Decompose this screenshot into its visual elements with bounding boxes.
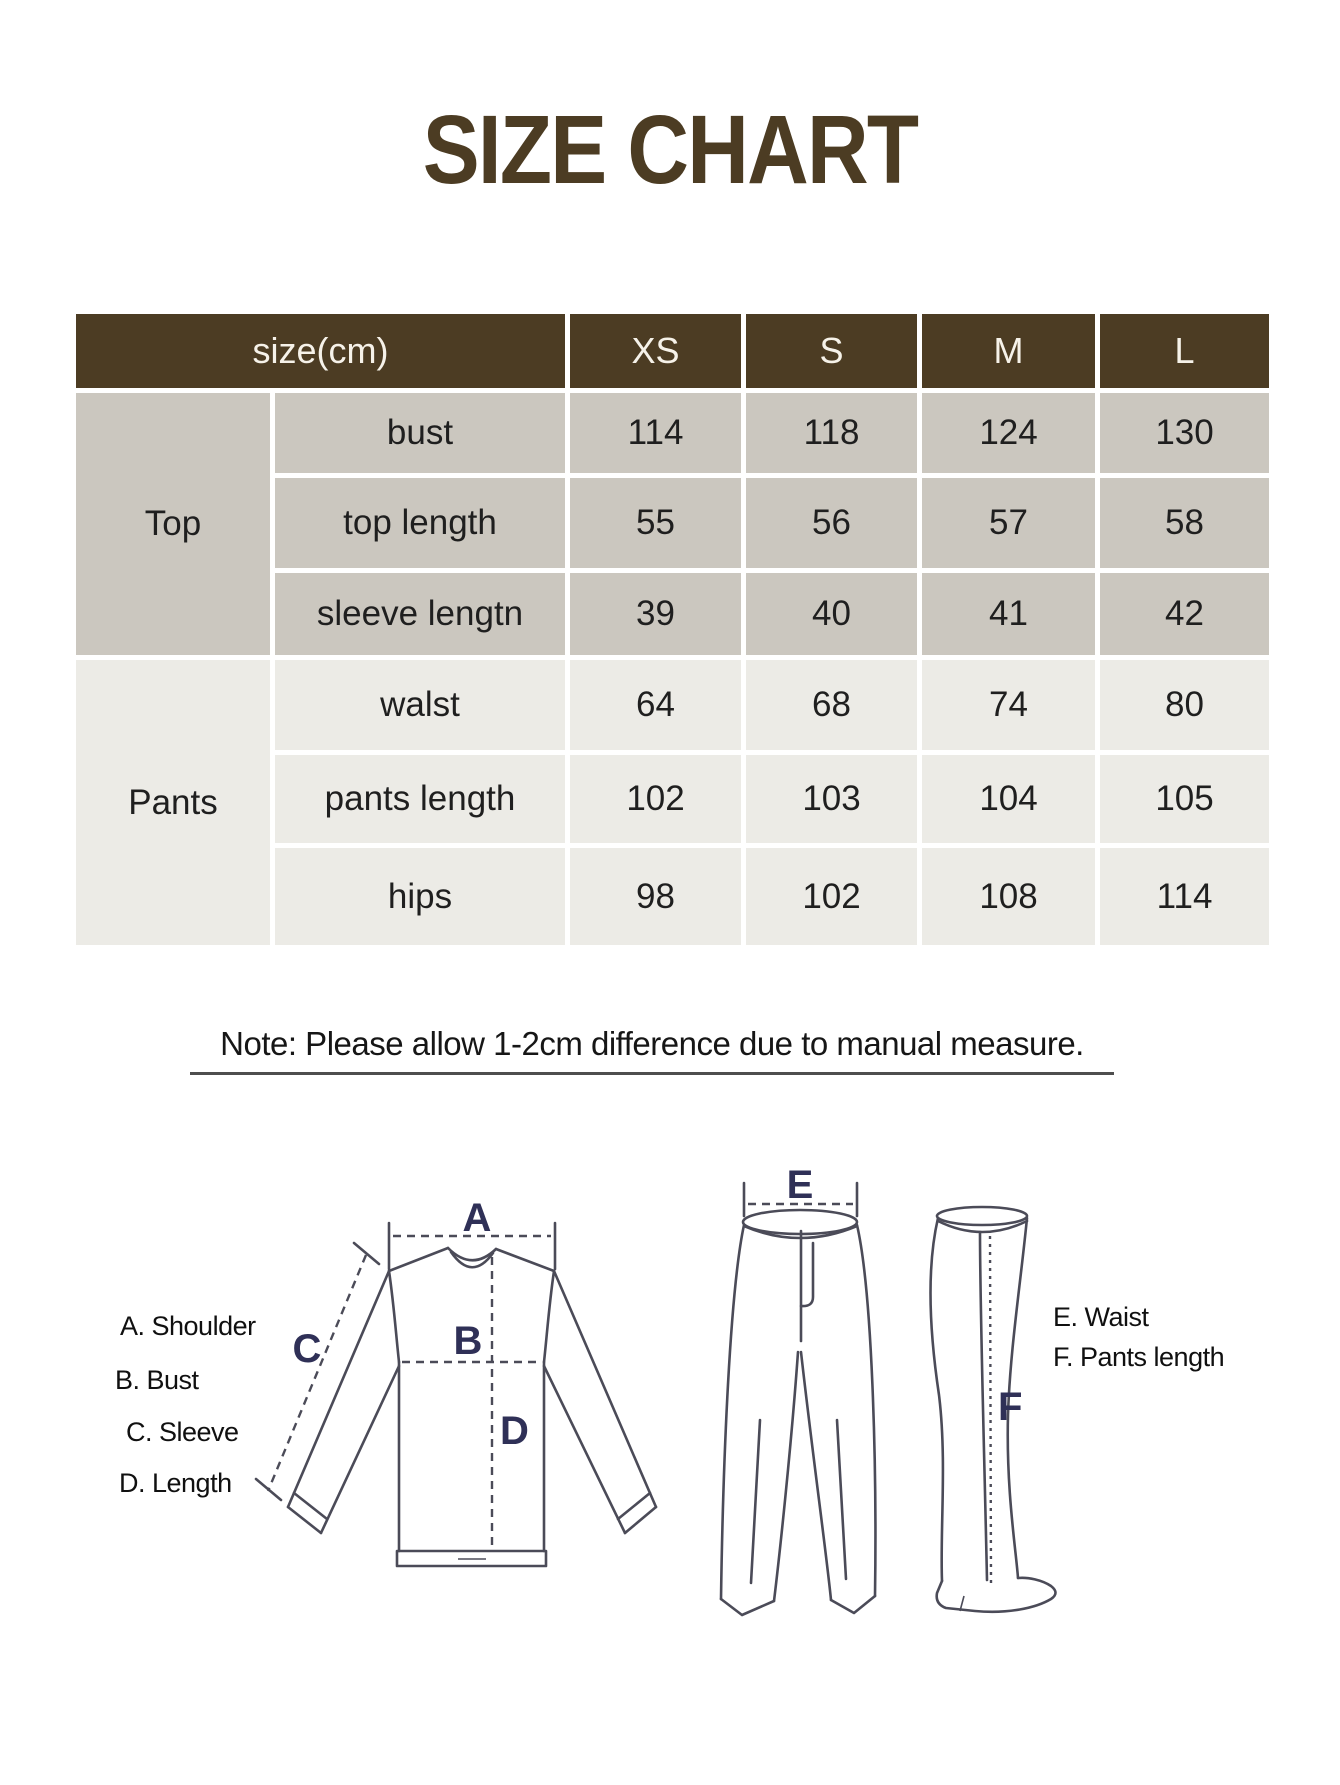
- table-row: [76, 660, 1269, 750]
- shirt-armhole-left: [389, 1271, 399, 1362]
- size-chart-table: [71, 309, 1274, 950]
- pants-length-mark-label: F: [998, 1385, 1023, 1429]
- pants-side-diagram: [931, 1207, 1056, 1612]
- measure-label-cell: walst: [275, 660, 565, 750]
- pants-fly-line: [801, 1243, 813, 1306]
- pants-hem-left: [721, 1599, 774, 1615]
- legend-length: D. Length: [119, 1468, 232, 1498]
- size-value-cell: 74: [922, 660, 1095, 750]
- shirt-shoulder-seam-right: [496, 1249, 554, 1271]
- size-value-cell: 68: [746, 660, 917, 750]
- sleeve-mark-label: C: [292, 1327, 322, 1371]
- size-value-cell: 64: [570, 660, 741, 750]
- size-value-cell: 104: [922, 755, 1095, 843]
- size-value-cell: 55: [570, 478, 741, 568]
- size-value-cell: 41: [922, 573, 1095, 655]
- col-header-m: M: [922, 314, 1095, 388]
- measure-label-cell: top length: [275, 478, 565, 568]
- sleeve-left-outer: [288, 1271, 389, 1507]
- pants-outer-left: [721, 1225, 744, 1599]
- legend-shoulder: A. Shoulder: [120, 1311, 256, 1341]
- measure-label-cell: hips: [275, 848, 565, 945]
- size-value-cell: 58: [1100, 478, 1269, 568]
- size-value-cell: 98: [570, 848, 741, 945]
- pants-hem-right: [831, 1596, 875, 1613]
- size-value-cell: 102: [746, 848, 917, 945]
- col-header-xs: XS: [570, 314, 741, 388]
- legend-sleeve: C. Sleeve: [126, 1417, 239, 1447]
- sleeve-left-inner: [321, 1366, 399, 1533]
- col-header-l: L: [1100, 314, 1269, 388]
- table-header-row: [76, 314, 1269, 388]
- size-value-cell: 130: [1100, 393, 1269, 473]
- pants-crease-left: [751, 1420, 760, 1583]
- size-value-cell: 105: [1100, 755, 1269, 843]
- sleeve-right-outer: [554, 1271, 656, 1507]
- measure-label-cell: pants length: [275, 755, 565, 843]
- size-table-container: [71, 309, 1274, 950]
- measure-label-cell: bust: [275, 393, 565, 473]
- size-value-cell: 42: [1100, 573, 1269, 655]
- shirt-armhole-right: [544, 1271, 554, 1362]
- measure-label-cell: sleeve lengtn: [275, 573, 565, 655]
- legend-bust: B. Bust: [115, 1365, 199, 1395]
- shoulder-mark-label: A: [462, 1196, 492, 1240]
- page-title: [0, 95, 1340, 204]
- size-value-cell: 39: [570, 573, 741, 655]
- legend-waist: E. Waist: [1053, 1302, 1149, 1332]
- size-value-cell: 124: [922, 393, 1095, 473]
- measurement-diagram: [60, 1130, 1280, 1730]
- size-value-cell: 103: [746, 755, 917, 843]
- page-title-text: SIZE CHART: [422, 95, 918, 204]
- size-value-cell: 118: [746, 393, 917, 473]
- pants-crease-right: [837, 1420, 846, 1579]
- waist-mark-label: E: [786, 1163, 814, 1207]
- pants-inseam-right: [801, 1352, 831, 1600]
- note-underline: [190, 1072, 1114, 1075]
- size-value-cell: 57: [922, 478, 1095, 568]
- size-value-cell: 80: [1100, 660, 1269, 750]
- note: [190, 1024, 1114, 1075]
- pants-side-seam: [980, 1232, 987, 1580]
- shoe-outline: [937, 1578, 1056, 1612]
- col-header-size-unit: size(cm): [76, 314, 565, 388]
- bust-mark-label: B: [453, 1319, 483, 1363]
- size-value-cell: 102: [570, 755, 741, 843]
- pants-side-front-edge: [931, 1218, 943, 1581]
- sleeve-measure-tick-bottom: [256, 1479, 281, 1500]
- sleeve-measure-line: [268, 1255, 366, 1491]
- group-cell-top: Top: [76, 393, 270, 655]
- size-value-cell: 108: [922, 848, 1095, 945]
- pants-outer-right: [857, 1225, 875, 1596]
- note-text: Note: Please allow 1-2cm difference due to manual measure.: [220, 1025, 1084, 1062]
- size-value-cell: 114: [1100, 848, 1269, 945]
- pants-length-measure-line: [990, 1236, 991, 1583]
- sleeve-right-inner: [544, 1366, 625, 1533]
- pants-inseam-left: [774, 1352, 798, 1601]
- size-value-cell: 114: [570, 393, 741, 473]
- table-row: [76, 393, 1269, 473]
- legend-pants-length: F. Pants length: [1053, 1342, 1225, 1372]
- length-mark-label: D: [500, 1409, 529, 1453]
- pants-side-waist-opening: [937, 1207, 1027, 1225]
- shirt-diagram: [256, 1196, 656, 1566]
- size-value-cell: 40: [746, 573, 917, 655]
- shirt-shoulder-seam-left: [389, 1248, 448, 1271]
- pants-front-diagram: [721, 1163, 875, 1615]
- sleeve-measure-tick-top: [354, 1243, 379, 1264]
- group-cell-pants: Pants: [76, 660, 270, 945]
- size-value-cell: 56: [746, 478, 917, 568]
- col-header-s: S: [746, 314, 917, 388]
